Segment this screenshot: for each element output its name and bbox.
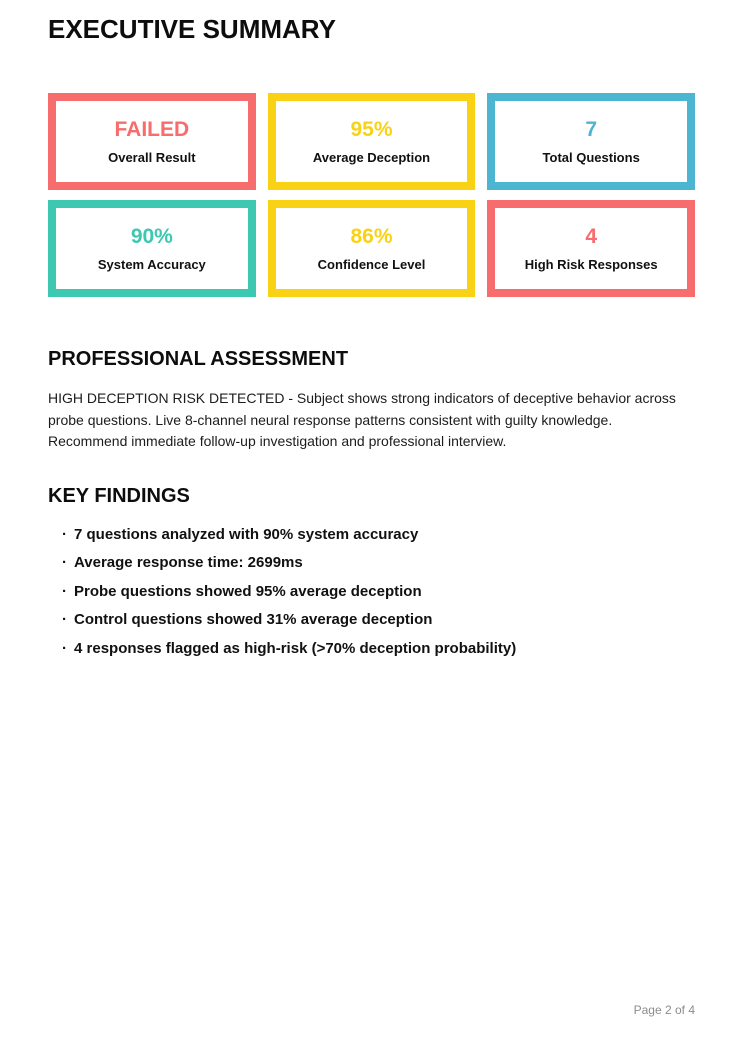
professional-assessment-body: HIGH DECEPTION RISK DETECTED - Subject shows strong indicators of deceptive behavior across probe questions. Live 8-channel neural response patterns consistent with guilty knowledge. Recommend immediate follow-up investigation and professional interview. — [48, 390, 676, 450]
stat-card-confidence-level — [268, 200, 476, 297]
stat-value: FAILED — [114, 118, 190, 142]
stat-label: High Risk Responses — [524, 257, 658, 273]
finding-item: · Control questions showed 31% average deception — [62, 611, 695, 629]
key-findings-list — [48, 526, 695, 658]
page-title: EXECUTIVE SUMMARY — [48, 14, 336, 44]
finding-item: · Probe questions showed 95% average deception — [62, 583, 695, 601]
finding-item: · Average response time: 2699ms — [62, 554, 695, 572]
stat-value: 7 — [585, 118, 597, 142]
page-number-label: Page 2 of 4 — [633, 1003, 695, 1017]
stat-value: 95% — [350, 118, 393, 142]
stat-label: Total Questions — [542, 150, 640, 166]
stat-card-average-deception — [268, 93, 476, 190]
stat-label: System Accuracy — [97, 257, 206, 273]
stat-value: 90% — [130, 225, 173, 249]
stat-value: 86% — [350, 225, 393, 249]
stat-card-total-questions — [487, 93, 695, 190]
stat-label: Average Deception — [312, 150, 431, 166]
stat-card-overall-result — [48, 93, 256, 190]
key-findings-heading: KEY FINDINGS — [48, 484, 190, 507]
stat-label: Overall Result — [108, 150, 196, 166]
summary-stat-cards — [48, 93, 695, 297]
finding-item: · 4 responses flagged as high-risk (>70% deception probability) — [62, 640, 695, 658]
stat-card-high-risk-responses — [487, 200, 695, 297]
finding-item: · 7 questions analyzed with 90% system accuracy — [62, 526, 695, 544]
stat-label: Confidence Level — [317, 257, 426, 273]
stat-value: 4 — [585, 225, 597, 249]
stat-card-system-accuracy — [48, 200, 256, 297]
professional-assessment-heading: PROFESSIONAL ASSESSMENT — [48, 348, 349, 371]
